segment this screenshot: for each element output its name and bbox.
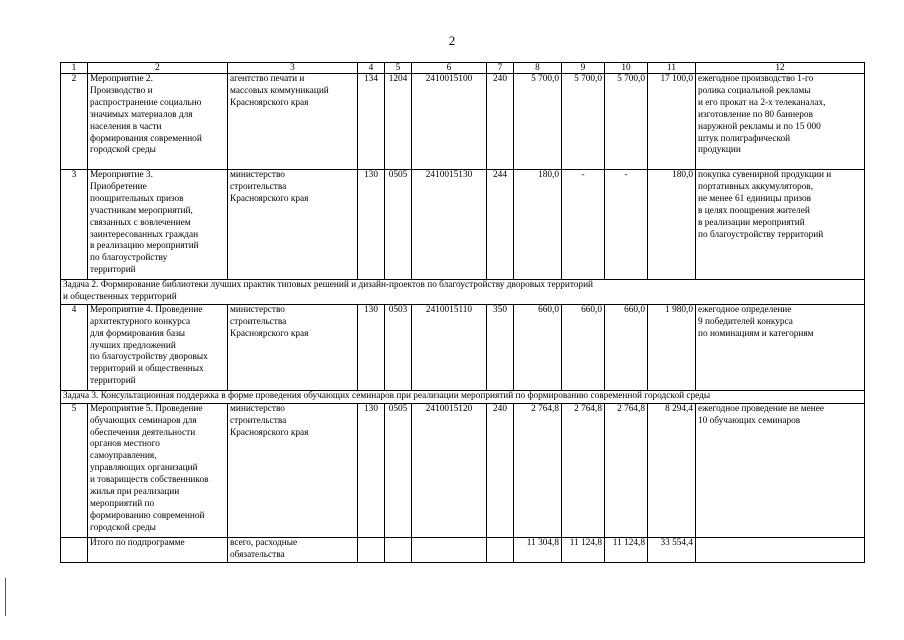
total-year-1: 11 304,8: [514, 537, 562, 562]
total-label: Итого по подпрограмме: [88, 537, 228, 562]
expected-result: ежегодное определение 9 победителей конкурса по номинациям и категориям: [696, 304, 865, 390]
amount-year-1: 5 700,0: [514, 74, 562, 170]
code-csr: 2410015130: [412, 170, 487, 280]
header-cell: 6: [412, 63, 487, 74]
code-rzpr: 0505: [385, 403, 412, 537]
amount-year-3: 660,0: [605, 304, 648, 390]
total-year-3: 11 124,8: [605, 537, 648, 562]
task-heading: Задача 2. Формирование библиотеки лучших практик типовых решений и дизайн-проектов по благоустройству дворовых территорий и общественных территорий: [61, 280, 865, 305]
row-number: 2: [61, 74, 88, 170]
table-row-5: [61, 403, 865, 537]
table-row-2: [61, 74, 865, 170]
amount-year-1: 2 764,8: [514, 403, 562, 537]
code-vr: 244: [487, 170, 514, 280]
amount-year-3: 5 700,0: [605, 74, 648, 170]
code-grbs: 134: [358, 74, 385, 170]
task-row-3: [61, 390, 865, 403]
program-table: [60, 62, 865, 563]
code-grbs: 130: [358, 304, 385, 390]
amount-year-2: 2 764,8: [562, 403, 605, 537]
table-row-3: [61, 170, 865, 280]
code-csr: 2410015110: [412, 304, 487, 390]
empty-cell: [412, 537, 487, 562]
scan-edge-mark: [5, 578, 6, 616]
task-heading: Задача 3. Консультационная поддержка в форме проведения обучающих семинаров при реализации мероприятий по формированию современной городской среды: [61, 390, 865, 403]
header-cell: 9: [562, 63, 605, 74]
amount-total: 17 100,0: [648, 74, 696, 170]
code-rzpr: 0505: [385, 170, 412, 280]
expected-result: ежегодное проведение не менее 10 обучающих семинаров: [696, 403, 865, 537]
amount-year-1: 180,0: [514, 170, 562, 280]
total-year-2: 11 124,8: [562, 537, 605, 562]
executor: министерство строительства Красноярского края: [228, 403, 358, 537]
empty-cell: [358, 537, 385, 562]
expected-result: покупка сувенирной продукции и портативных аккумуляторов, не менее 61 единицы призов в целях поощрения жителей в реализации мероприятий по благоустройству территорий: [696, 170, 865, 280]
row-number: 3: [61, 170, 88, 280]
code-grbs: 130: [358, 403, 385, 537]
amount-total: 1 980,0: [648, 304, 696, 390]
amount-year-3: -: [605, 170, 648, 280]
code-vr: 240: [487, 403, 514, 537]
row-number: 4: [61, 304, 88, 390]
expected-result: ежегодное производство 1-го ролика социальной рекламы и его прокат на 2-х телеканалах, изготовление по 80 баннеров наружной рекламы и по 15 000 штук полиграфической продукции: [696, 74, 865, 170]
amount-year-2: 660,0: [562, 304, 605, 390]
header-cell: 3: [228, 63, 358, 74]
code-rzpr: 1204: [385, 74, 412, 170]
header-cell: 8: [514, 63, 562, 74]
header-cell: 12: [696, 63, 865, 74]
header-cell: 2: [88, 63, 228, 74]
activity-name: Мероприятие 3. Приобретение поощрительных призов участникам мероприятий, связанных с вовлечением заинтересованных граждан в реализацию мероприятий по благоустройству территорий: [88, 170, 228, 280]
page-number: 2: [448, 33, 456, 48]
code-rzpr: 0503: [385, 304, 412, 390]
executor: министерство строительства Красноярского края: [228, 304, 358, 390]
header-cell: 11: [648, 63, 696, 74]
code-grbs: 130: [358, 170, 385, 280]
activity-name: Мероприятие 5. Проведение обучающих семинаров для обеспечения деятельности органов местного самоуправления, управляющих организаций и товариществ собственников жилья при реализации мероприятий по формированию современной городской среды: [88, 403, 228, 537]
executor: агентство печати и массовых коммуникаций Красноярского края: [228, 74, 358, 170]
table-row-4: [61, 304, 865, 390]
amount-year-2: 5 700,0: [562, 74, 605, 170]
empty-cell: [61, 537, 88, 562]
header-cell: 4: [358, 63, 385, 74]
header-cell: 7: [487, 63, 514, 74]
amount-year-3: 2 764,8: [605, 403, 648, 537]
task-row-2: [61, 280, 865, 305]
header-cell: 1: [61, 63, 88, 74]
code-csr: 2410015100: [412, 74, 487, 170]
total-executor: всего, расходные обязательства: [228, 537, 358, 562]
header-cell: 5: [385, 63, 412, 74]
empty-cell: [696, 537, 865, 562]
total-row: [61, 537, 865, 562]
amount-year-2: -: [562, 170, 605, 280]
executor: министерство строительства Красноярского края: [228, 170, 358, 280]
code-csr: 2410015120: [412, 403, 487, 537]
code-vr: 350: [487, 304, 514, 390]
amount-total: 180,0: [648, 170, 696, 280]
empty-cell: [487, 537, 514, 562]
empty-cell: [385, 537, 412, 562]
code-vr: 240: [487, 74, 514, 170]
row-number: 5: [61, 403, 88, 537]
activity-name: Мероприятие 2. Производство и распространение социально значимых материалов для населения в части формирования современной городской среды: [88, 74, 228, 170]
header-row: [61, 63, 865, 74]
total-sum: 33 554,4: [648, 537, 696, 562]
header-cell: 10: [605, 63, 648, 74]
activity-name: Мероприятие 4. Проведение архитектурного конкурса для формирования базы лучших предложений по благоустройству дворовых территорий и общественных территорий: [88, 304, 228, 390]
amount-total: 8 294,4: [648, 403, 696, 537]
amount-year-1: 660,0: [514, 304, 562, 390]
